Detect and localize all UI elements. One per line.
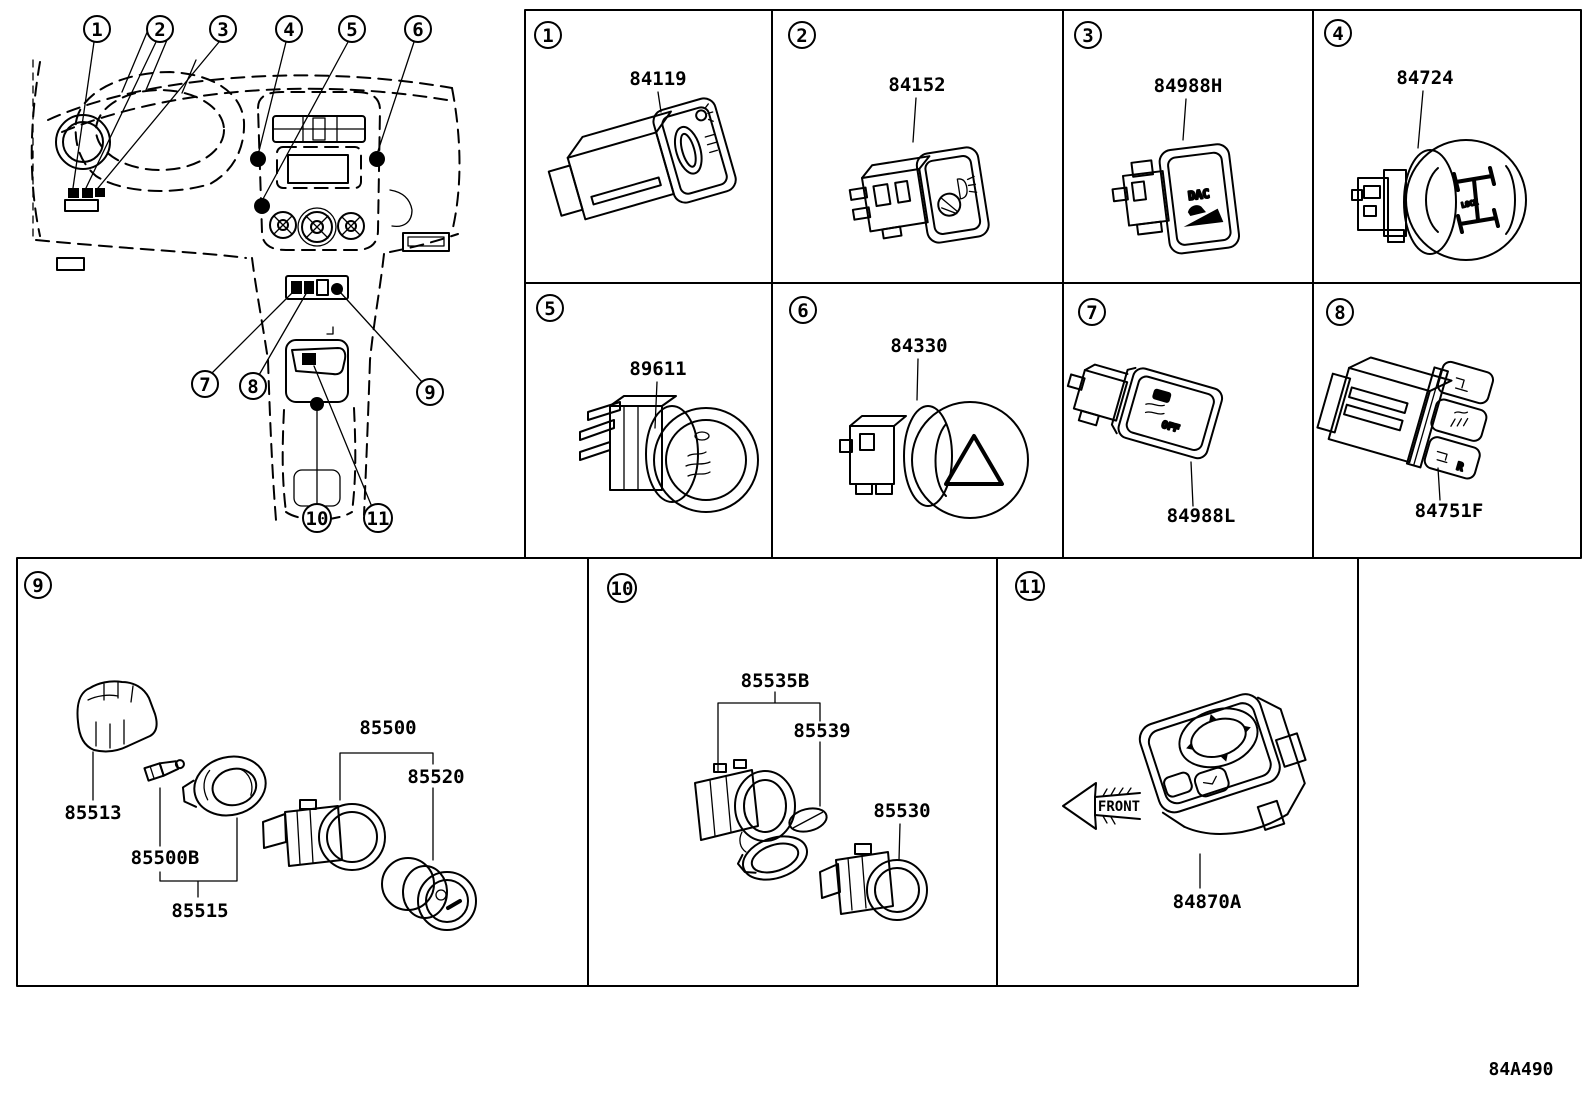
- part-drawing-85500B-bulb: [144, 756, 185, 780]
- switch-icon-text-r: R: [1455, 459, 1466, 474]
- cell-6: [790, 297, 1028, 518]
- part-label-85535B: 85535B: [740, 670, 810, 692]
- overview-callout-1: 1: [91, 19, 103, 41]
- callout-digit-5: 5: [544, 298, 556, 320]
- part-drawing-84988H: [1109, 143, 1241, 261]
- part-label-85515: 85515: [171, 900, 229, 922]
- overview-callout-8: 8: [247, 376, 259, 398]
- part-label-84870A: 84870A: [1172, 891, 1242, 913]
- callout-digit-4: 4: [1332, 23, 1344, 45]
- part-label-84988H: 84988H: [1153, 75, 1223, 97]
- part-drawing-85515-ring: [176, 749, 272, 826]
- callout-digit-6: 6: [797, 300, 809, 322]
- callout-digit-3: 3: [1082, 25, 1094, 47]
- switch-icon-text-lock: LOCK: [1460, 198, 1479, 210]
- overview-callout-4: 4: [283, 19, 295, 41]
- part-label-85539: 85539: [793, 720, 851, 742]
- vsc-off-icon: [1140, 387, 1188, 435]
- overview-callout-7: 7: [199, 374, 211, 396]
- callout-digit-8: 8: [1334, 302, 1346, 324]
- part-drawing-84330: [840, 402, 1028, 518]
- cell-7: [1058, 299, 1235, 527]
- overview-callout-2: 2: [154, 19, 166, 41]
- part-drawing-84152: [846, 146, 990, 256]
- part-drawing-85530-socket: [820, 844, 927, 920]
- overview-callout-6: 6: [412, 19, 424, 41]
- dashboard-overview-drawing: [32, 16, 460, 532]
- part-label-84724: 84724: [1396, 67, 1454, 89]
- part-drawing-85520-knob: [382, 858, 476, 930]
- overview-callout-9: 9: [424, 382, 436, 404]
- cell-4: [1325, 20, 1526, 260]
- switch-icon-text-dac: DAC: [1187, 186, 1211, 204]
- part-drawing-85500-socket: [263, 800, 385, 870]
- front-direction-arrow: [1063, 783, 1140, 829]
- drawing-number: 84A490: [1488, 1059, 1554, 1080]
- cell-9: [25, 572, 476, 930]
- overview-callout-3: 3: [217, 19, 229, 41]
- cell-5: [537, 295, 758, 512]
- part-drawing-84988L: [1058, 349, 1224, 460]
- overview-callout-11: 11: [366, 508, 390, 530]
- part-label-84751F: 84751F: [1414, 500, 1484, 522]
- hazard-triangle-icon: [946, 436, 1002, 484]
- part-label-85520: 85520: [407, 766, 465, 788]
- overview-callout-10: 10: [305, 508, 329, 530]
- cell-1: [535, 22, 739, 237]
- callout-digit-1: 1: [542, 25, 554, 47]
- callout-digit-9: 9: [32, 575, 44, 597]
- part-label-84988L: 84988L: [1166, 505, 1236, 527]
- callout-digit-10: 10: [610, 578, 634, 600]
- overview-callout-5: 5: [346, 19, 358, 41]
- cell-3: [1075, 22, 1240, 261]
- overview-callouts: [84, 16, 443, 532]
- part-drawing-84751F: [1315, 331, 1503, 482]
- part-drawing-84119: [541, 96, 739, 237]
- cell-10: [608, 574, 931, 920]
- cell-8: [1315, 299, 1503, 522]
- part-drawing-84724: [1352, 140, 1526, 260]
- part-label-84330: 84330: [890, 335, 948, 357]
- cell-11: [1016, 572, 1322, 913]
- part-label-85500: 85500: [359, 717, 417, 739]
- front-arrow-label: FRONT: [1097, 799, 1141, 815]
- part-label-85500B: 85500B: [130, 847, 200, 869]
- callout-digit-7: 7: [1086, 302, 1098, 324]
- part-label-84119: 84119: [629, 68, 687, 90]
- part-label-85513: 85513: [64, 802, 122, 824]
- cell-2: [789, 22, 990, 255]
- part-drawing-85535B-socket: [695, 760, 813, 888]
- hvac-knobs: [270, 208, 364, 246]
- svg-text:OFF: OFF: [1160, 419, 1181, 436]
- part-drawing-89611: [580, 396, 758, 512]
- part-drawing-84870A: [1136, 682, 1323, 858]
- part-label-85530: 85530: [873, 800, 931, 822]
- callout-digit-11: 11: [1018, 576, 1042, 598]
- callout-digit-2: 2: [796, 25, 808, 47]
- part-drawing-85513: [78, 681, 157, 751]
- part-label-84152: 84152: [888, 74, 946, 96]
- part-label-89611: 89611: [629, 358, 687, 380]
